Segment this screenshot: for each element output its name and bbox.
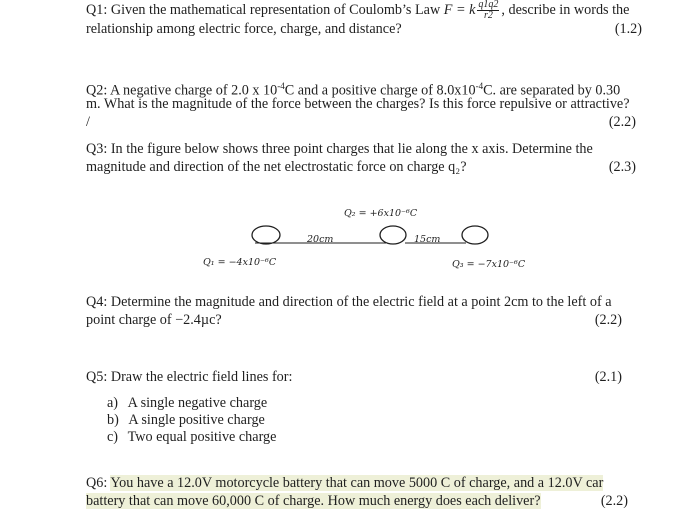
q5-item-c-marker: c) bbox=[107, 429, 119, 445]
distance-23-label: 15cm bbox=[414, 234, 441, 245]
charge-q1-circle bbox=[252, 226, 280, 244]
q5-item-b-marker: b) bbox=[107, 412, 119, 428]
q3-marks: (2.3) bbox=[608, 159, 636, 175]
q4-text-line2: point charge of −2.4µc? bbox=[86, 312, 222, 328]
q5-item-b bbox=[107, 412, 265, 429]
q2-text-a: Q2: A negative charge of 2.0 x 10 bbox=[86, 82, 278, 99]
distance-12-label: 20cm bbox=[307, 234, 334, 245]
q2-charge-label: Q₂ = +6x10⁻⁶C bbox=[344, 208, 418, 219]
q5-item-a-text: A single negative charge bbox=[127, 395, 268, 411]
q2-text-c: C. are separated by 0.30 bbox=[483, 82, 621, 99]
q5-marks: (2.1) bbox=[594, 369, 622, 385]
q5-item-c bbox=[107, 429, 276, 446]
q4-line2 bbox=[86, 311, 622, 329]
q1-prefix: Q1: Given the mathematical representation of Coulomb’s Law bbox=[86, 1, 444, 18]
q2-slash: / bbox=[86, 114, 90, 130]
q6-marks: (2.2) bbox=[600, 493, 628, 509]
q6-line2 bbox=[86, 492, 628, 510]
q1-formula-lhs: F = k bbox=[443, 1, 476, 18]
q1-suffix: , describe in words the bbox=[501, 1, 630, 18]
q5-item-a bbox=[107, 395, 267, 412]
q4-text-line1: Q4: Determine the magnitude and direction of the electric field at a point 2cm to the left of a bbox=[86, 294, 612, 310]
q6-prefix: Q6: bbox=[86, 475, 111, 491]
q5-item-a-marker: a) bbox=[107, 395, 119, 411]
q1-text-line2: relationship among electric force, charge, and distance? bbox=[86, 21, 402, 37]
q3-charge-label: Q₃ = −7x10⁻⁶C bbox=[452, 259, 526, 270]
charge-q2-circle bbox=[380, 226, 406, 244]
charge-q3-circle bbox=[462, 226, 488, 244]
q5-item-c-text: Two equal positive charge bbox=[127, 429, 277, 445]
q2-marks: (2.2) bbox=[608, 114, 636, 130]
q6-text-line2: battery that can move 60,000 C of charge. How much energy does each deliver? bbox=[86, 493, 541, 509]
q5-line1 bbox=[86, 368, 622, 386]
q4-line1 bbox=[86, 293, 612, 311]
q6-line1 bbox=[86, 474, 603, 492]
q1-charge-label: Q₁ = −4x10⁻⁶C bbox=[203, 257, 277, 268]
q1-marks: (1.2) bbox=[614, 21, 642, 37]
q2-exponent-2: -4 bbox=[475, 81, 484, 91]
q5-item-b-text: A single positive charge bbox=[128, 412, 265, 428]
q2-text-line2: m. What is the magnitude of the force between the charges? Is this force repulsive or attractive? bbox=[86, 96, 630, 112]
q2-text-b: C and a positive charge of 8.0x10 bbox=[284, 82, 476, 99]
q2-exponent-1: -4 bbox=[277, 81, 285, 91]
q6-text-line1: You have a 12.0V motorcycle battery that can move 5000 C of charge, and a 12.0V car bbox=[110, 475, 604, 491]
q3-text-line1: Q3: In the figure below shows three point charges that lie along the x axis. Determine the bbox=[86, 141, 593, 157]
q1-formula-denominator: r2 bbox=[483, 10, 493, 21]
q1-formula-numerator: q1q2 bbox=[478, 0, 499, 10]
q5-text-line1: Q5: Draw the electric field lines for: bbox=[86, 369, 293, 385]
q3-text-line2: magnitude and direction of the net electrostatic force on charge q₂? bbox=[86, 159, 467, 175]
q4-marks: (2.2) bbox=[594, 312, 622, 328]
